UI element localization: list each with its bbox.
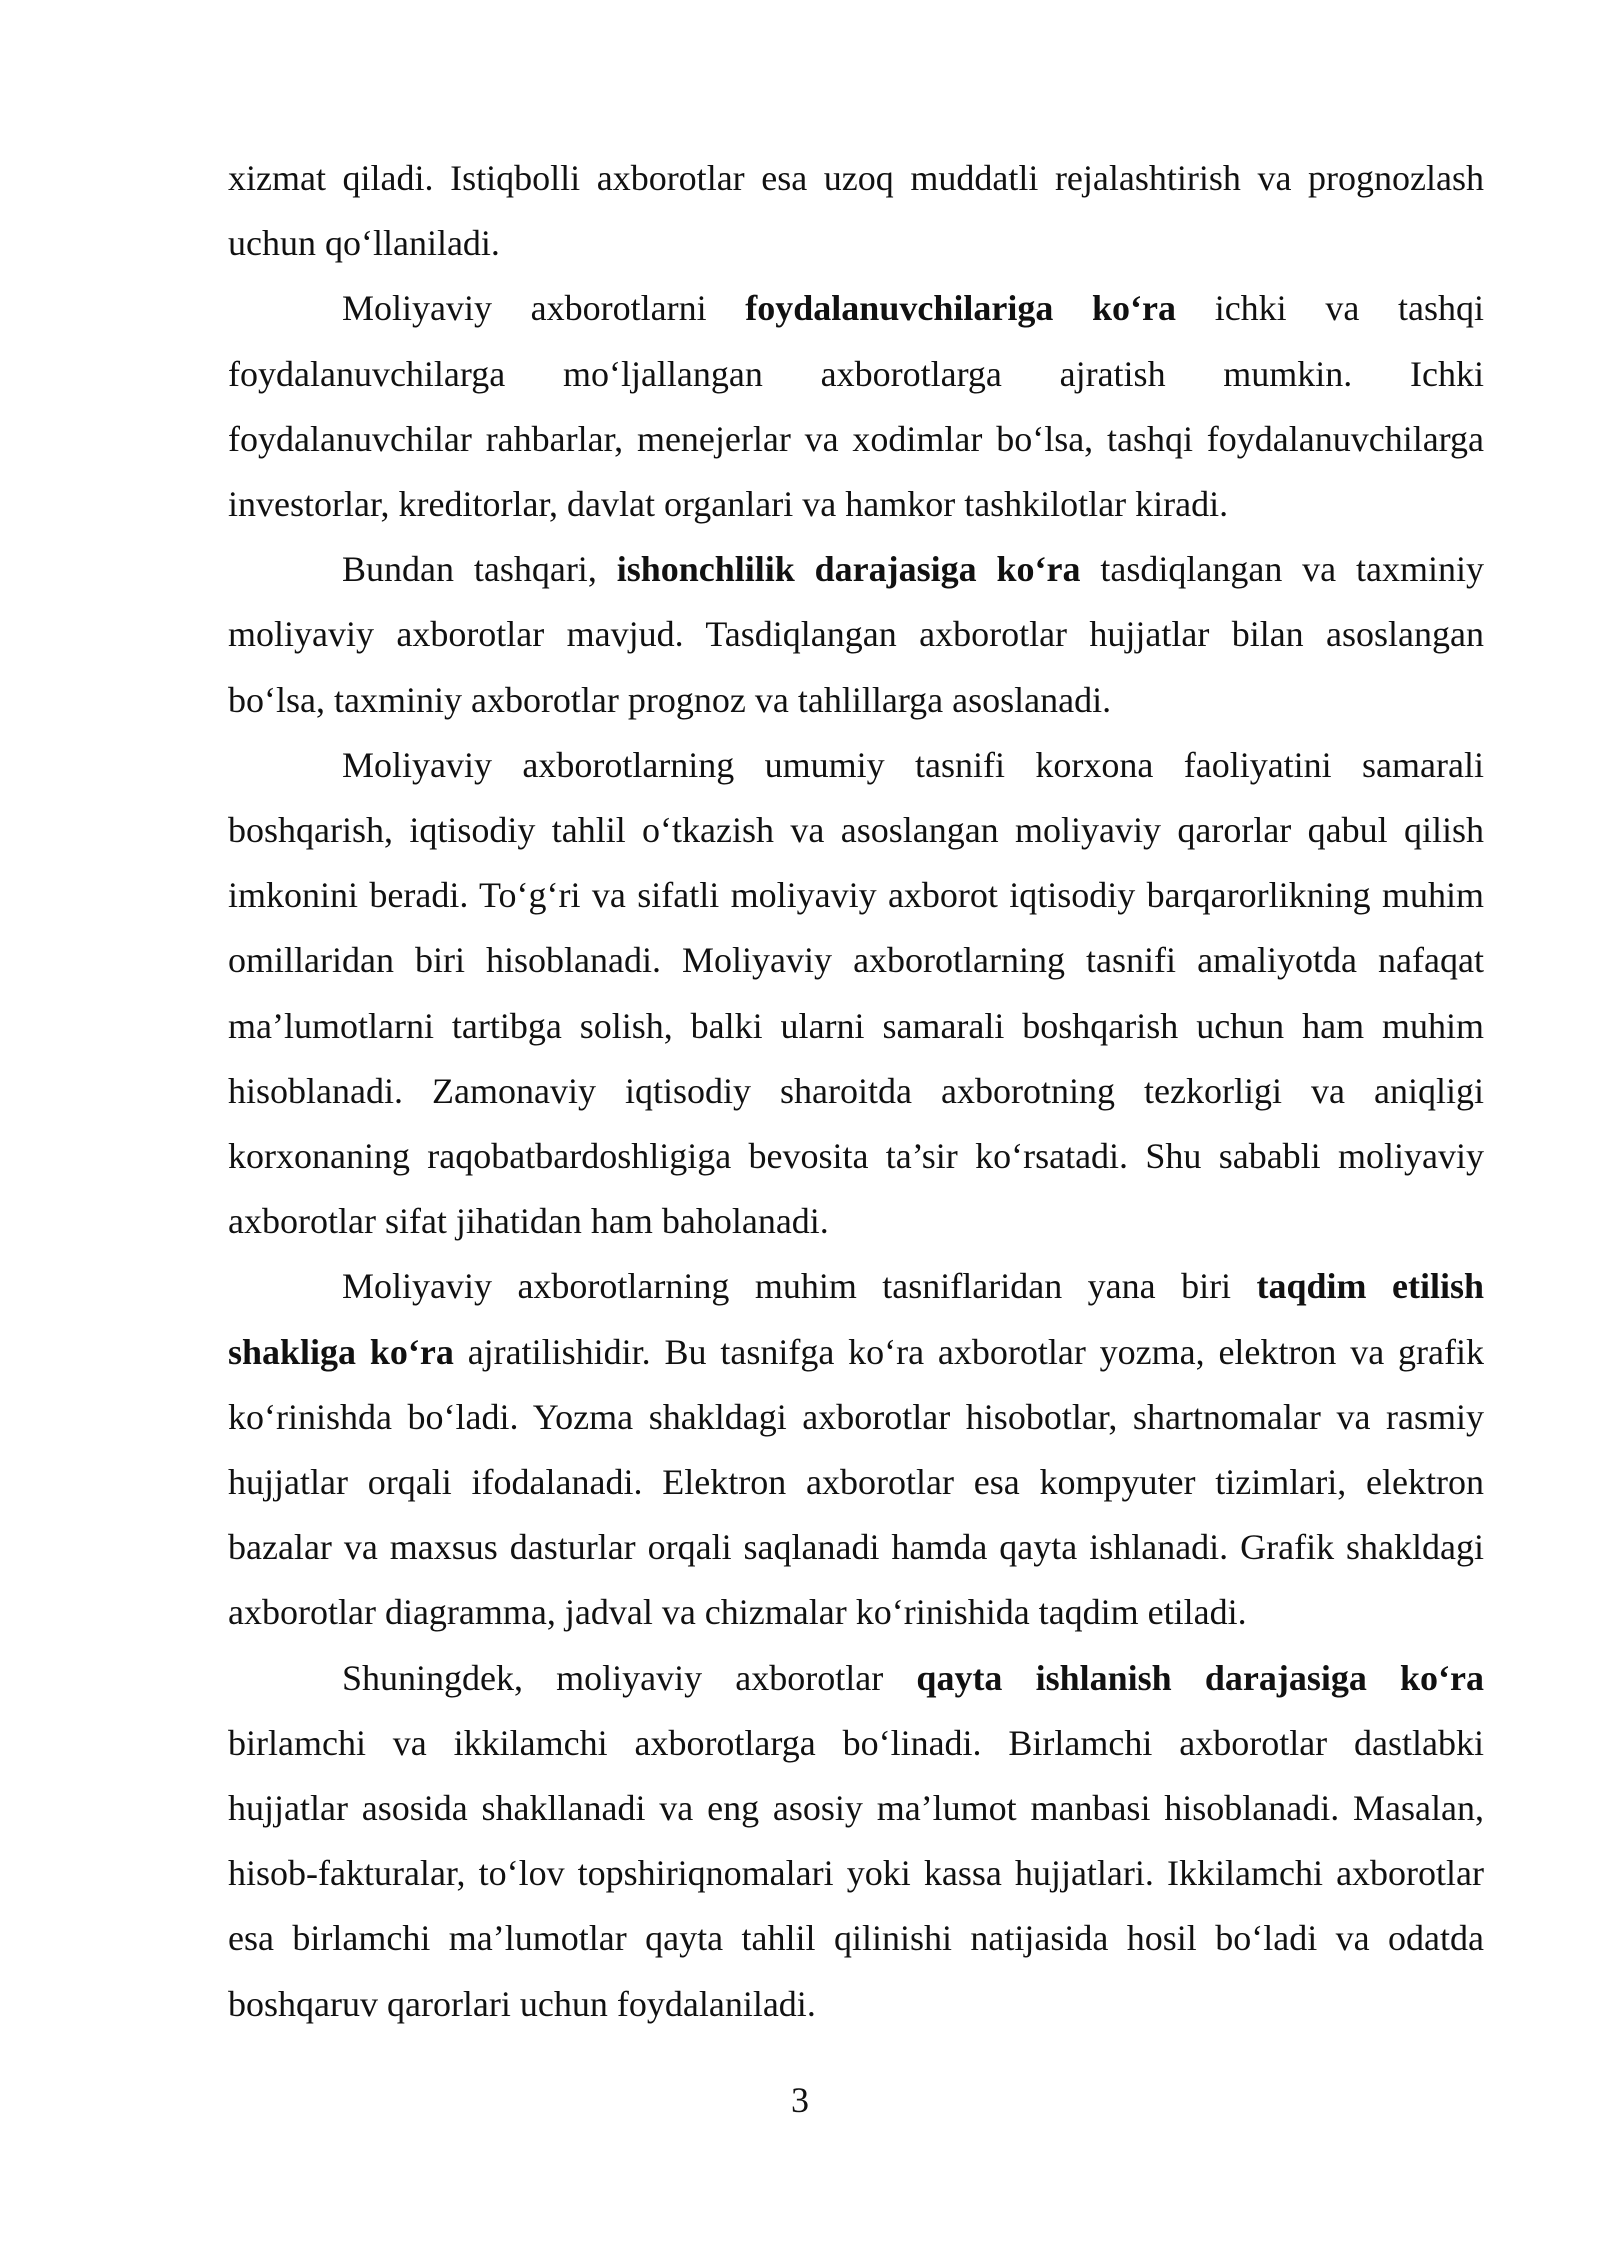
text-run: xizmat qiladi. Istiqbolli axborotlar esa uzoq muddatli rejalashtirish va prognozlash uchun qo‘llaniladi. (228, 158, 1484, 264)
paragraph (228, 146, 1484, 276)
text-run: Shuningdek, moliyaviy axborotlar (342, 1657, 917, 1698)
paragraph (228, 1254, 1484, 1645)
paragraph (228, 276, 1484, 537)
bold-term: qayta ishlanish darajasiga ko‘ra (916, 1657, 1484, 1698)
text-run: Bundan tashqari, (342, 549, 617, 590)
paragraph (228, 537, 1484, 733)
paragraph (228, 1646, 1484, 2037)
text-run: ajratilishidir. Bu tasnifga ko‘ra axborotlar yozma, elektron va grafik ko‘rinishda bo‘ladi. Yozma shakldagi axborotlar hisobotlar, shartnomalar va rasmiy hujjatlar orqali ifodalanadi. Elektron axborotlar esa kompyuter tizimlari, elektron bazalar va maxsus dasturlar orqali saqlanadi hamda qayta ishlanadi. Grafik shakldagi axborotlar diagramma, jadval va chizmalar ko‘rinishida taqdim etiladi. (228, 1331, 1484, 1633)
bold-term: ishonchlilik darajasiga ko‘ra (616, 549, 1081, 590)
text-run: Moliyaviy axborotlarning umumiy tasnifi korxona faoliyatini samarali boshqarish, iqtisodiy tahlil o‘tkazish va asoslangan moliyaviy qarorlar qabul qilish imkonini beradi. To‘g‘ri va sifatli moliyaviy axborot iqtisodiy barqarorlikning muhim omillaridan biri hisoblanadi. Moliyaviy axborotlarning tasnifi amaliyotda nafaqat ma’lumotlarni tartibga solish, balki ularni samarali boshqarish uchun ham muhim hisoblanadi. Zamonaviy iqtisodiy sharoitda axborotning tezkorligi va aniqligi korxonaning raqobatbardoshligiga bevosita ta’sir ko‘rsatadi. Shu sababli moliyaviy axborotlar sifat jihatidan ham baholanadi. (228, 744, 1484, 1242)
text-run: Moliyaviy axborotlarni (342, 288, 746, 329)
text-run: ichki va tashqi foydalanuvchilarga mo‘ljallangan axborotlarga ajratish mumkin. Ichki foydalanuvchilar rahbarlar, menejerlar va xodimlar bo‘lsa, tashqi foydalanuvchilarga investorlar, kreditorlar, davlat organlari va hamkor tashkilotlar kiradi. (228, 288, 1485, 525)
paragraph (228, 733, 1484, 1255)
text-run: birlamchi va ikkilamchi axborotlarga bo‘linadi. Birlamchi axborotlar dastlabki hujjatlar asosida shakllanadi va eng asosiy ma’lumot manbasi hisoblanadi. Masalan, hisob-fakturalar, to‘lov topshiriqnomalari yoki kassa hujjatlari. Ikkilamchi axborotlar esa birlamchi ma’lumotlar qayta tahlil qilinishi natijasida hosil bo‘ladi va odatda boshqaruv qarorlari uchun foydalaniladi. (228, 1722, 1484, 2024)
page-number: 3 (791, 2080, 809, 2120)
text-run: tasdiqlangan va taxminiy moliyaviy axborotlar mavjud. Tasdiqlangan axborotlar hujjatlar bilan asoslangan bo‘lsa, taxminiy axborotlar prognoz va tahlillarga asoslanadi. (228, 549, 1485, 720)
body-text (228, 146, 1484, 2037)
text-run: Moliyaviy axborotlarning muhim tasniflaridan yana biri (342, 1266, 1257, 1307)
bold-term: taqdim etilish shakliga ko‘ra (228, 1266, 1484, 1372)
bold-term: foydalanuvchilariga ko‘ra (745, 288, 1177, 329)
